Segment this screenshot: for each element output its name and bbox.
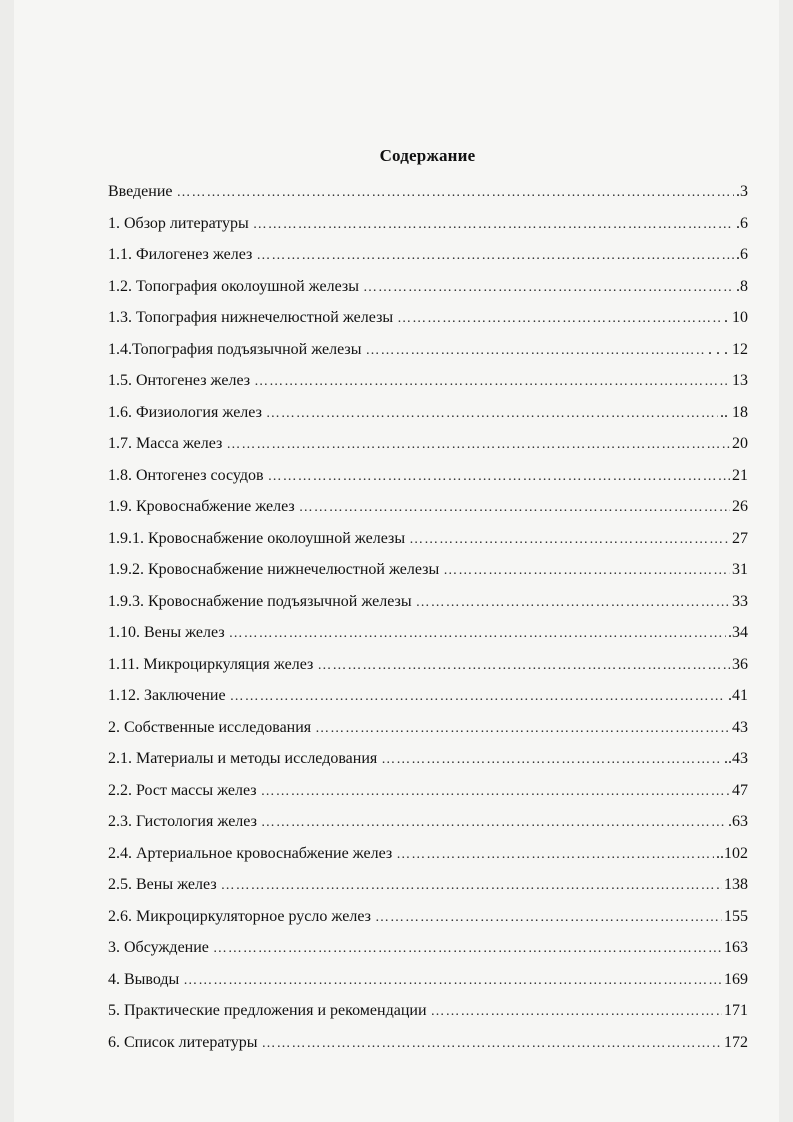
table-of-contents [108,176,748,1058]
toc-entry-page-number: ..102 [716,844,748,862]
toc-entry-page-number: . . . 12 [708,340,748,358]
toc-entry [108,208,748,240]
toc-entry-page-number: .34 [728,624,748,641]
toc-entry-label: 1.3. Топография нижнечелюстной железы [108,309,394,326]
dot-leader [254,366,730,398]
dot-leader [366,335,707,367]
toc-entry [108,838,748,870]
dot-leader [363,272,734,304]
toc-entry [108,523,748,555]
dot-leader [315,713,730,745]
toc-entry [108,271,748,303]
toc-entry [108,964,748,996]
toc-entry [108,712,748,744]
toc-entry-page-number: 20 [732,435,748,452]
toc-entry [108,806,748,838]
page-title: Содержание [379,146,476,165]
dot-leader [226,429,730,461]
dot-leader [261,776,730,808]
dot-leader [253,209,734,241]
dot-leader [381,744,722,776]
toc-entry-page-number: 27 [732,529,748,547]
toc-entry-page-number: 26 [732,498,748,515]
dot-leader [416,587,730,619]
toc-entry [108,302,748,334]
toc-entry-page-number: 47 [732,781,748,799]
toc-entry [108,743,748,775]
toc-entry [108,1027,748,1059]
toc-entry [108,680,748,712]
toc-entry-label: 2.1. Материалы и методы исследования [108,750,378,767]
dot-leader [213,933,722,965]
toc-entry-label: 1.9. Кровоснабжение желез [108,498,295,515]
toc-entry-page-number: 36 [732,655,748,673]
dot-leader [317,650,730,682]
toc-entry-label: 2.2. Рост массы желез [108,781,257,799]
dot-leader [396,839,714,871]
toc-entry-page-number: 169 [724,970,748,988]
toc-entry [108,397,748,429]
toc-entry [108,649,748,681]
dot-leader [261,807,726,839]
toc-entry-label: 1.9.3. Кровоснабжение подъязычной железы [108,592,412,610]
toc-entry-page-number: .63 [728,813,748,830]
toc-entry-page-number: 155 [724,907,748,925]
toc-entry-page-number: 33 [732,592,748,610]
dot-leader [262,1028,722,1060]
toc-entry-label: 2.6. Микроциркуляторное русло желез [108,907,371,925]
toc-entry-page-number: .3 [736,183,748,200]
toc-entry-page-number: 13 [732,372,748,389]
toc-entry [108,460,748,492]
toc-entry [108,932,748,964]
toc-entry [108,617,748,649]
toc-entry-label: 1.5. Онтогенез желез [108,372,251,389]
toc-entry-label: 1.8. Онтогенез сосудов [108,466,264,484]
toc-entry-label: 5. Практические предложения и рекомендации [108,1002,427,1019]
toc-entry [108,869,748,901]
dot-leader [443,555,730,587]
dot-leader [256,240,734,272]
toc-entry [108,586,748,618]
dot-leader [268,461,730,493]
dot-leader [266,398,718,430]
toc-entry-label: 1.1. Филогенез желез [108,246,253,263]
toc-entry [108,491,748,523]
toc-entry-label: 1. Обзор литературы [108,214,249,232]
toc-entry-label: 1.6. Физиология желез [108,403,262,421]
toc-entry-page-number: .. 18 [720,403,748,421]
toc-entry [108,901,748,933]
toc-entry-label: Введение [108,183,173,200]
dot-leader [375,902,722,934]
dot-leader [177,177,735,209]
toc-entry [108,334,748,366]
toc-entry-label: 1.12. Заключение [108,687,226,704]
toc-entry-label: 1.4.Топография подъязычной железы [108,340,362,358]
toc-entry-page-number: 43 [732,718,748,736]
dot-leader [230,681,726,713]
toc-entry-page-number: 31 [732,561,748,578]
toc-entry [108,428,748,460]
dot-leader [229,618,726,650]
toc-entry-label: 1.9.1. Кровоснабжение околоушной железы [108,529,406,547]
toc-entry-label: 1.2. Топография околоушной железы [108,277,359,295]
toc-entry-page-number: 171 [724,1002,748,1019]
dot-leader [183,965,722,997]
dot-leader [299,492,730,524]
toc-entry-page-number: 172 [724,1033,748,1051]
toc-entry-label: 2.5. Вены желез [108,876,217,893]
toc-entry-page-number: .6 [736,214,748,232]
toc-entry-page-number: .6 [736,246,748,263]
toc-entry-page-number: .41 [728,687,748,704]
dot-leader [397,303,722,335]
toc-entry-label: 1.9.2. Кровоснабжение нижнечелюстной железы [108,561,440,578]
toc-entry-label: 1.7. Масса желез [108,435,223,452]
toc-entry-label: 2.3. Гистология желез [108,813,257,830]
toc-entry [108,365,748,397]
toc-entry [108,239,748,271]
toc-entry-label: 4. Выводы [108,970,180,988]
dot-leader [409,524,730,556]
toc-entry [108,775,748,807]
toc-entry-page-number: 138 [724,876,748,893]
toc-entry-page-number: 163 [724,939,748,956]
toc-entry-label: 2. Собственные исследования [108,718,312,736]
toc-entry [108,176,748,208]
toc-entry-page-number: .8 [736,277,748,295]
toc-entry-label: 2.4. Артериальное кровоснабжение желез [108,844,393,862]
toc-entry-label: 6. Список литературы [108,1033,258,1051]
toc-entry-page-number: 21 [732,466,748,484]
toc-entry-label: 3. Обсуждение [108,939,209,956]
toc-entry [108,995,748,1027]
toc-entry-label: 1.11. Микроциркуляция желез [108,655,314,673]
toc-entry-page-number: . 10 [724,309,748,326]
dot-leader [221,870,722,902]
toc-entry-label: 1.10. Вены желез [108,624,225,641]
dot-leader [431,996,722,1028]
toc-entry [108,554,748,586]
toc-entry-page-number: ..43 [724,750,748,767]
